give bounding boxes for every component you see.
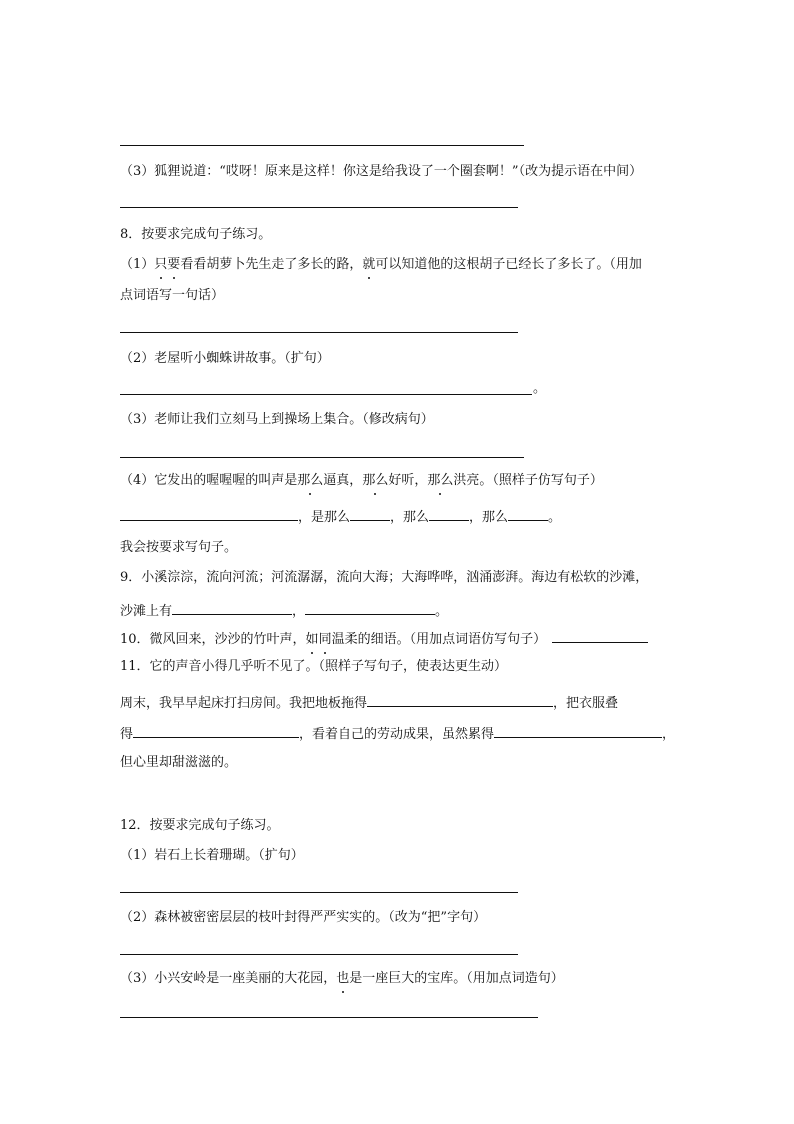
question-8-4-fill	[120, 506, 561, 527]
sentence-text: 周末，我早早起床打扫房间。我把地板拖得	[120, 696, 368, 711]
sentence-text: 。	[548, 510, 562, 525]
answer-line[interactable]	[120, 457, 524, 458]
sentence-text: 。	[435, 604, 449, 619]
dotted-word: 那么	[427, 473, 454, 488]
sentence-text: 得	[120, 727, 134, 742]
sentence-text: ，那么	[469, 510, 509, 525]
fill-blank[interactable]	[120, 506, 298, 521]
question-7-3: （3）狐狸说道：“哎呀！原来是这样！你这是给我设了一个圈套啊！”（改为提示语在中间）	[120, 164, 643, 179]
sentence-text: （4）它发出的喔喔喔的叫声是	[120, 473, 298, 488]
item-number: （1）	[120, 257, 155, 272]
question-8-2: （2）老屋听小蜘蛛讲故事。（扩句）	[120, 351, 330, 366]
sentence-text: ，把衣服叠	[553, 696, 619, 711]
answer-line[interactable]	[120, 954, 518, 955]
sentence-text: 沙滩上有	[120, 604, 173, 619]
question-11-line1	[120, 692, 618, 713]
sentence-text: 逼真，	[323, 473, 363, 488]
sentence-text: ，是那么	[298, 510, 351, 525]
question-9-line2	[120, 600, 448, 621]
fill-blank[interactable]	[494, 723, 662, 738]
question-12-title: 12．按要求完成句子练习。	[120, 818, 280, 833]
sentence-text: 洪亮。（照样子仿写句子）	[453, 473, 603, 488]
fill-blank[interactable]	[350, 506, 390, 521]
sentence-text: 温柔的细语。（用加点词语仿写句子）	[331, 632, 547, 647]
fill-blank[interactable]	[367, 692, 553, 707]
sentence-text: 可以知道他的这根胡子已经长了多长了。（用加	[375, 257, 642, 272]
question-8-4	[120, 472, 603, 490]
question-9-line1: 9．小溪淙淙，流向河流；河流潺潺，流向大海；大海哗哗，汹涌澎湃。海边有松软的沙滩，	[120, 570, 649, 585]
question-11-title: 11．它的声音小得几乎听不见了。（照样子写句子，使表达更生动）	[120, 659, 508, 674]
instruction-note: 我会按要求写句子。	[120, 540, 238, 555]
question-12-2: （2）森林被密密层层的枝叶封得严严实实的。（改为“把”字句）	[120, 910, 487, 925]
fill-blank[interactable]	[429, 506, 469, 521]
dotted-char: 就	[362, 257, 376, 272]
fill-blank[interactable]	[552, 628, 648, 643]
dotted-word: 那么	[297, 473, 324, 488]
sentence-text: 好听，	[388, 473, 428, 488]
dotted-word: 那么	[362, 473, 389, 488]
question-12-1: （1）岩石上长着珊瑚。（扩句）	[120, 848, 304, 863]
question-8-1-line1	[120, 256, 642, 274]
fill-blank[interactable]	[133, 723, 299, 738]
sentence-text: 看看胡萝卜先生走了多长的路，	[180, 257, 363, 272]
sentence-text: ，	[662, 727, 676, 742]
dotted-char: 也	[336, 971, 350, 986]
fill-blank[interactable]	[508, 506, 548, 521]
sentence-text: ，	[292, 604, 306, 619]
fill-blank[interactable]	[172, 600, 292, 615]
answer-line[interactable]	[120, 1017, 538, 1018]
fill-blank[interactable]	[305, 600, 435, 615]
sentence-text: 是一座巨大的宝库。（用加点词造句）	[349, 971, 564, 986]
question-11-line2	[120, 723, 675, 744]
answer-line[interactable]	[120, 394, 532, 395]
question-10	[120, 628, 648, 649]
answer-line[interactable]	[120, 892, 518, 893]
question-8-3: （3）老师让我们立刻马上到操场上集合。（修改病句）	[120, 412, 434, 427]
dotted-char: 要	[167, 257, 181, 272]
answer-line[interactable]	[120, 207, 518, 208]
question-12-3	[120, 970, 564, 988]
sentence-text: ，那么	[390, 510, 430, 525]
question-8-1-line2: 点词语写一句话）	[120, 288, 225, 303]
dotted-char: 如	[305, 632, 319, 647]
question-8-title: 8．按要求完成句子练习。	[120, 227, 272, 242]
sentence-text: （3）小兴安岭是一座美丽的大花园，	[120, 971, 337, 986]
answer-line[interactable]	[120, 145, 524, 146]
dotted-char: 同	[318, 632, 332, 647]
period-mark: 。	[533, 381, 547, 396]
sentence-text: 10．微风回来，沙沙的竹叶声，	[120, 632, 306, 647]
answer-line[interactable]	[120, 332, 518, 333]
sentence-text: ，看着自己的劳动成果，虽然累得	[299, 727, 495, 742]
question-11-line3: 但心里却甜滋滋的。	[120, 755, 238, 770]
dotted-char: 只	[154, 257, 168, 272]
